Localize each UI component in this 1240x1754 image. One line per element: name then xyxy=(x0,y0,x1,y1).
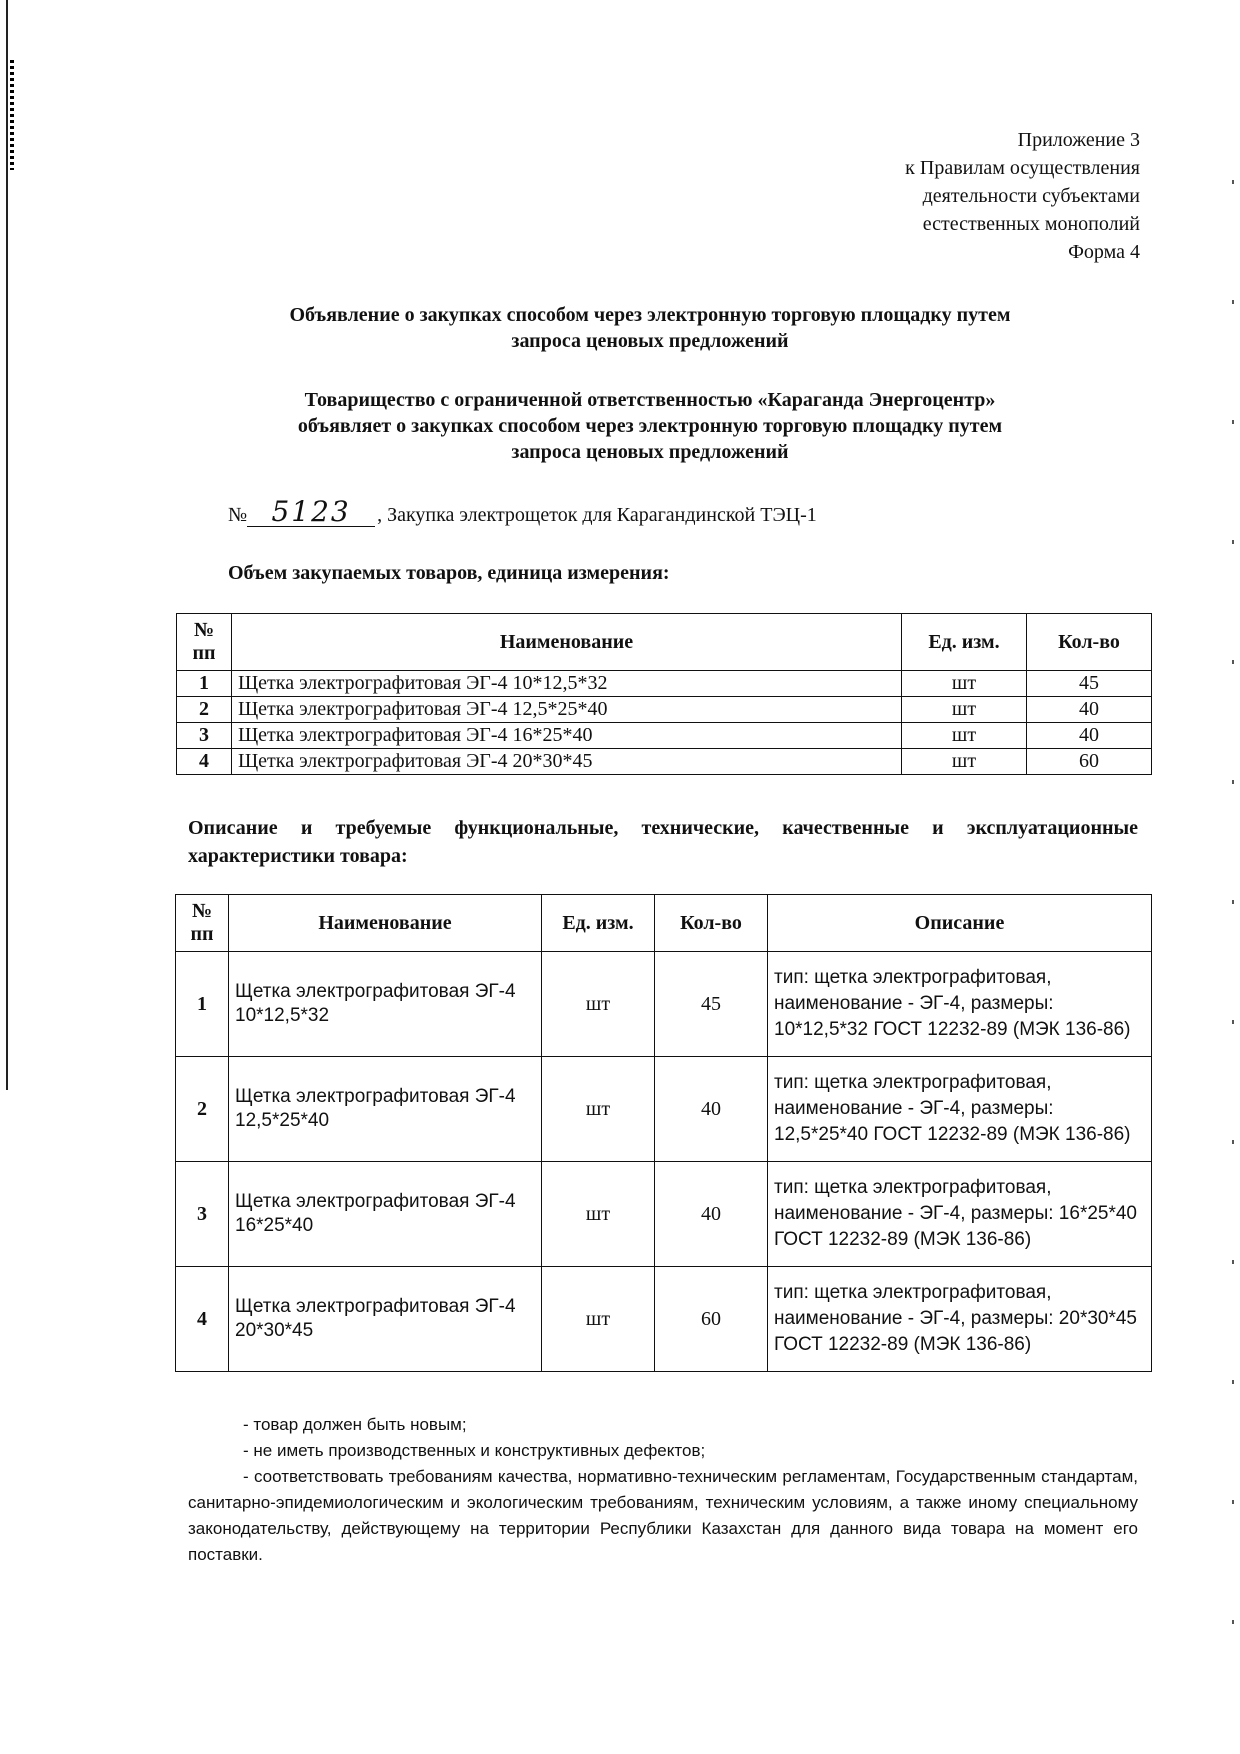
header-num: № пп xyxy=(177,614,232,671)
cell-num: 4 xyxy=(177,749,232,775)
cell-unit: шт xyxy=(542,1162,655,1267)
header-description: Описание xyxy=(768,895,1152,952)
characteristics-table xyxy=(175,894,1152,1372)
organizer-statement-line: Товарищество с ограниченной ответственностью «Караганда Энергоцентр» xyxy=(304,389,996,411)
cell-name: Щетка электрографитовая ЭГ-4 10*12,5*32 xyxy=(229,952,542,1057)
cell-name: Щетка электрографитовая ЭГ-4 20*30*45 xyxy=(232,749,902,775)
table-row xyxy=(177,671,1152,697)
cell-qty: 45 xyxy=(1027,671,1152,697)
procurement-subject: , Закупка электрощеток для Карагандинской ТЭЦ-1 xyxy=(377,504,817,526)
announcement-title-line: запроса ценовых предложений xyxy=(511,330,789,352)
cell-name: Щетка электрографитовая ЭГ-4 20*30*45 xyxy=(229,1267,542,1372)
cell-qty: 40 xyxy=(1027,723,1152,749)
cell-unit: шт xyxy=(902,749,1027,775)
cell-name: Щетка электрографитовая ЭГ-4 12,5*25*40 xyxy=(232,697,902,723)
cell-description: тип: щетка электрографитовая, наименование - ЭГ-4, размеры: 16*25*40 ГОСТ 12232-89 (МЭК 136-86) xyxy=(768,1162,1152,1267)
cell-unit: шт xyxy=(542,1057,655,1162)
cell-description: тип: щетка электрографитовая, наименование - ЭГ-4, размеры: 12,5*25*40 ГОСТ 12232-89 (МЭК 136-86) xyxy=(768,1057,1152,1162)
cell-name: Щетка электрографитовая ЭГ-4 16*25*40 xyxy=(232,723,902,749)
cell-qty: 45 xyxy=(655,952,768,1057)
announcement-title xyxy=(150,302,1150,354)
cell-unit: шт xyxy=(902,723,1027,749)
requirement-item: - не иметь производственных и конструктивных дефектов; xyxy=(243,1441,706,1460)
cell-num: 4 xyxy=(176,1267,229,1372)
header-name: Наименование xyxy=(229,895,542,952)
organizer-statement xyxy=(150,387,1150,465)
appendix-line: естественных монополий xyxy=(922,213,1140,235)
table-row xyxy=(177,697,1152,723)
cell-qty: 40 xyxy=(655,1057,768,1162)
appendix-reference xyxy=(905,126,1140,266)
requirements-list xyxy=(188,1412,1138,1568)
cell-unit: шт xyxy=(902,671,1027,697)
scan-edge-artifact xyxy=(6,0,8,1090)
cell-qty: 60 xyxy=(655,1267,768,1372)
cell-name: Щетка электрографитовая ЭГ-4 12,5*25*40 xyxy=(229,1057,542,1162)
table-header-row xyxy=(176,895,1152,952)
scan-edge-artifact-right xyxy=(1232,140,1234,1740)
header-qty: Кол-во xyxy=(1027,614,1152,671)
cell-num: 1 xyxy=(177,671,232,697)
table-header-row xyxy=(177,614,1152,671)
procurement-number: 5123 xyxy=(247,498,375,527)
table-row xyxy=(176,1057,1152,1162)
procurement-number-line xyxy=(228,495,817,528)
volume-table xyxy=(176,613,1152,775)
announcement-title-line: Объявление о закупках способом через электронную торговую площадку путем xyxy=(289,304,1011,326)
requirement-item: - товар должен быть новым; xyxy=(243,1415,467,1434)
cell-unit: шт xyxy=(542,952,655,1057)
table-row xyxy=(176,1162,1152,1267)
cell-description: тип: щетка электрографитовая, наименование - ЭГ-4, размеры: 20*30*45 ГОСТ 12232-89 (МЭК 136-86) xyxy=(768,1267,1152,1372)
cell-num: 2 xyxy=(176,1057,229,1162)
header-qty: Кол-во xyxy=(655,895,768,952)
cell-name: Щетка электрографитовая ЭГ-4 10*12,5*32 xyxy=(232,671,902,697)
organizer-statement-line: запроса ценовых предложений xyxy=(511,441,789,463)
table-row xyxy=(176,952,1152,1057)
header-unit: Ед. изм. xyxy=(542,895,655,952)
cell-qty: 40 xyxy=(1027,697,1152,723)
form-number: Форма 4 xyxy=(1068,241,1140,263)
cell-description: тип: щетка электрографитовая, наименование - ЭГ-4, размеры: 10*12,5*32 ГОСТ 12232-89 (МЭК 136-86) xyxy=(768,952,1152,1057)
cell-num: 3 xyxy=(176,1162,229,1267)
characteristics-section-title: Описание и требуемые функциональные, технические, качественные и эксплуатационные характеристики товара: xyxy=(188,817,1138,867)
table-row xyxy=(177,749,1152,775)
cell-num: 1 xyxy=(176,952,229,1057)
cell-qty: 40 xyxy=(655,1162,768,1267)
organizer-statement-line: объявляет о закупках способом через электронную торговую площадку путем xyxy=(297,415,1003,437)
cell-num: 3 xyxy=(177,723,232,749)
table-row xyxy=(176,1267,1152,1372)
appendix-line: деятельности субъектами xyxy=(922,185,1140,207)
cell-unit: шт xyxy=(542,1267,655,1372)
cell-num: 2 xyxy=(177,697,232,723)
cell-qty: 60 xyxy=(1027,749,1152,775)
appendix-line: к Правилам осуществления xyxy=(905,157,1140,179)
header-name: Наименование xyxy=(232,614,902,671)
volume-section-title: Объем закупаемых товаров, единица измерения: xyxy=(228,562,670,584)
appendix-line: Приложение 3 xyxy=(1017,129,1140,151)
header-unit: Ед. изм. xyxy=(902,614,1027,671)
header-num: № пп xyxy=(176,895,229,952)
table-row xyxy=(177,723,1152,749)
cell-unit: шт xyxy=(902,697,1027,723)
scan-binding-marks xyxy=(10,60,14,170)
requirement-item: - соответствовать требованиям качества, нормативно-техническим регламентам, Государственным стандартам, санитарно-эпидемиологическим и экологическим требованиям, техническим условиям, а также иному специальному законодательству, действующему на территории Республики Казахстан для данного вида товара на момент его поставки. xyxy=(188,1467,1138,1564)
number-sign: № xyxy=(228,504,248,526)
cell-name: Щетка электрографитовая ЭГ-4 16*25*40 xyxy=(229,1162,542,1267)
